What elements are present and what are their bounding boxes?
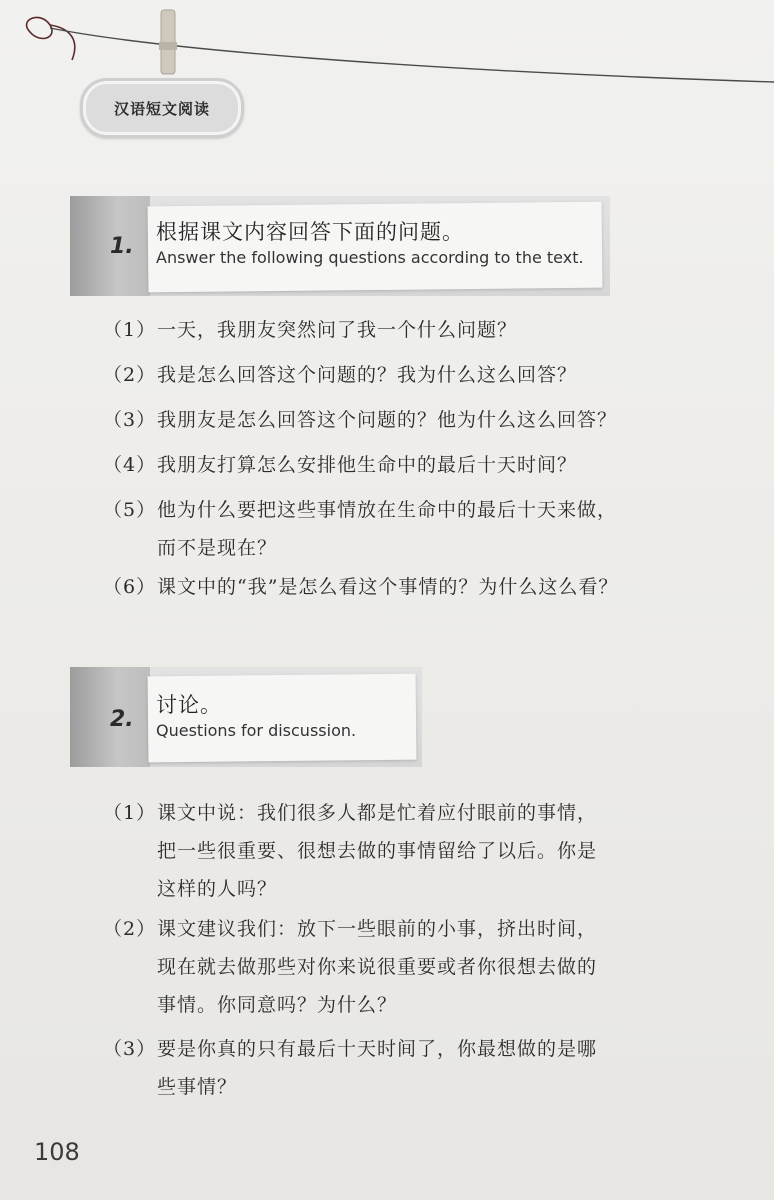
question-number: （1） <box>103 802 157 824</box>
page-number: 108 <box>34 1138 80 1166</box>
question-number: （4） <box>103 454 157 476</box>
question-text: 一天，我朋友突然问了我一个什么问题？ <box>157 319 518 341</box>
question-number: （6） <box>103 576 157 598</box>
question-text-continued: 现在就去做那些对你来说很重要或者你很想去做的 <box>157 956 598 978</box>
s2-question-2 <box>103 910 723 1024</box>
question-number: （2） <box>103 364 157 386</box>
s1-question-2 <box>103 356 723 394</box>
question-number: （3） <box>103 1038 157 1060</box>
section1-number: 1. <box>110 234 134 259</box>
header-tag: 汉语短文阅读 <box>80 78 244 138</box>
s1-question-4 <box>103 446 723 484</box>
question-text: 他为什么要把这些事情放在生命中的最后十天来做， <box>157 499 618 521</box>
section1-title-zh: 根据课文内容回答下面的问题。 <box>156 220 464 244</box>
question-text: 课文中的“我”是怎么看这个事情的？为什么这么看？ <box>157 576 619 598</box>
question-number: （5） <box>103 499 157 521</box>
question-text: 我是怎么回答这个问题的？我为什么这么回答？ <box>157 364 578 386</box>
question-text: 课文中说：我们很多人都是忙着应付眼前的事情， <box>157 802 598 824</box>
s2-question-1 <box>103 794 723 908</box>
s1-question-3 <box>103 401 723 439</box>
question-text: 我朋友是怎么回答这个问题的？他为什么这么回答？ <box>157 409 618 431</box>
s1-question-6 <box>103 568 723 606</box>
section1-title-en: Answer the following questions according to the text. <box>156 248 584 267</box>
section2-number: 2. <box>110 707 134 732</box>
question-number: （3） <box>103 409 157 431</box>
s1-question-5 <box>103 491 723 567</box>
question-text: 要是你真的只有最后十天时间了，你最想做的是哪 <box>157 1038 598 1060</box>
s2-question-3 <box>103 1030 723 1106</box>
question-text-continued: 把一些很重要、很想去做的事情留给了以后。你是 <box>157 840 598 862</box>
clothespin-icon <box>159 10 177 74</box>
section2-title-zh: 讨论。 <box>156 693 222 717</box>
question-number: （1） <box>103 319 157 341</box>
section2-banner <box>70 667 424 767</box>
s1-question-1 <box>103 311 723 349</box>
question-number: （2） <box>103 918 157 940</box>
section2-title-en: Questions for discussion. <box>156 721 357 740</box>
question-text-continued: 而不是现在？ <box>157 537 278 559</box>
question-text: 课文建议我们：放下一些眼前的小事，挤出时间， <box>157 918 598 940</box>
section1-banner <box>70 196 610 296</box>
question-text-continued: 事情。你同意吗？为什么？ <box>157 994 398 1016</box>
question-text-continued: 些事情？ <box>157 1076 238 1098</box>
question-text-continued: 这样的人吗？ <box>157 878 278 900</box>
question-text: 我朋友打算怎么安排他生命中的最后十天时间？ <box>157 454 578 476</box>
